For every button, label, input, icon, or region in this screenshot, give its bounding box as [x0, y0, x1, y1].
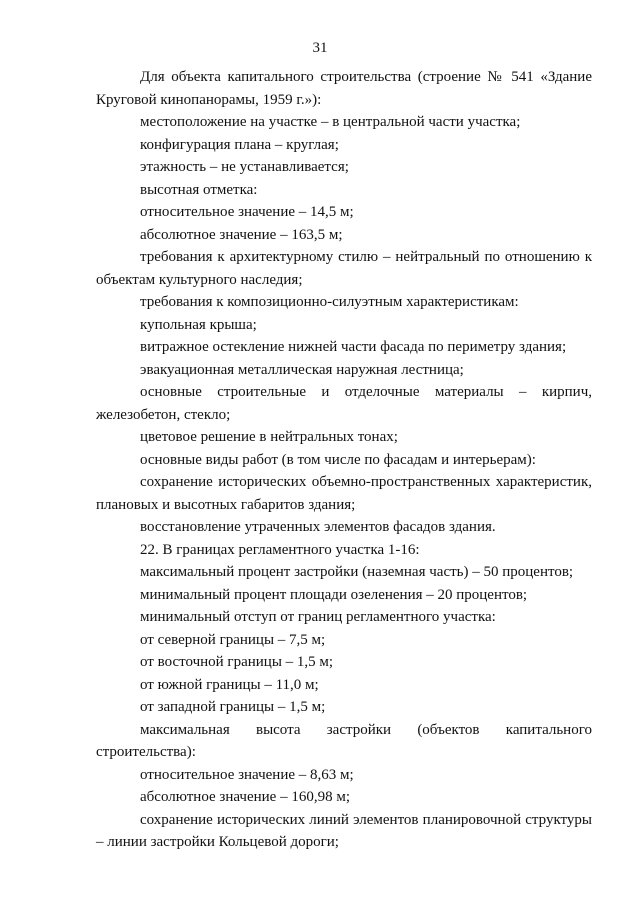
- paragraph: эвакуационная металлическая наружная лестница;: [140, 361, 464, 378]
- page-number: 31: [312, 40, 328, 56]
- paragraph: восстановление утраченных элементов фасадов здания.: [140, 519, 496, 535]
- paragraph: этажность – не устанавливается;: [140, 159, 349, 175]
- paragraph: требования к архитектурному стилю – нейтральный по отношению к объектам культурного наследия;: [96, 249, 592, 288]
- paragraph: минимальный процент площади озеленения – 20 процентов;: [140, 586, 528, 603]
- paragraph: минимальный отступ от границ регламентного участка:: [140, 609, 496, 625]
- paragraph: от западной границы – 1,5 м;: [140, 699, 326, 715]
- paragraph: абсолютное значение – 160,98 м;: [140, 789, 350, 805]
- document-body: [96, 66, 592, 854]
- paragraph: высотная отметка:: [140, 181, 258, 198]
- paragraph: основные виды работ (в том числе по фасадам и интерьерам):: [140, 451, 536, 468]
- paragraph: абсолютное значение – 163,5 м;: [140, 226, 343, 243]
- paragraph: относительное значение – 8,63 м;: [140, 766, 354, 783]
- paragraph: максимальный процент застройки (наземная часть) – 50 процентов;: [140, 564, 574, 580]
- paragraph: витражное остекление нижней части фасада по периметру здания;: [140, 339, 567, 355]
- paragraph: цветовое решение в нейтральных тонах;: [140, 429, 398, 445]
- paragraph: основные строительные и отделочные материалы – кирпич, железобетон, стекло;: [96, 384, 592, 423]
- paragraph: сохранение исторических объемно-пространственных характеристик, плановых и высотных габаритов здания;: [96, 474, 592, 513]
- paragraph: купольная крыша;: [140, 316, 257, 333]
- paragraph: конфигурация плана – круглая;: [140, 136, 339, 153]
- paragraph: сохранение исторических линий элементов планировочной структуры – линии застройки Кольцевой дороги;: [96, 811, 592, 850]
- paragraph: 22. В границах регламентного участка 1-16:: [140, 541, 420, 558]
- paragraph: Для объекта капитального строительства (строение № 541 «Здание Круговой кинопанорамы, 1959 г.»):: [96, 69, 592, 108]
- paragraph: от южной границы – 11,0 м;: [140, 676, 319, 693]
- paragraph: от северной границы – 7,5 м;: [140, 631, 326, 648]
- paragraph: максимальная высота застройки (объектов капитального строительства):: [96, 721, 592, 760]
- paragraph: относительное значение – 14,5 м;: [140, 204, 354, 220]
- paragraph: местоположение на участке – в центральной части участка;: [140, 114, 521, 130]
- paragraph: требования к композиционно-силуэтным характеристикам:: [140, 294, 519, 310]
- paragraph: от восточной границы – 1,5 м;: [140, 654, 334, 670]
